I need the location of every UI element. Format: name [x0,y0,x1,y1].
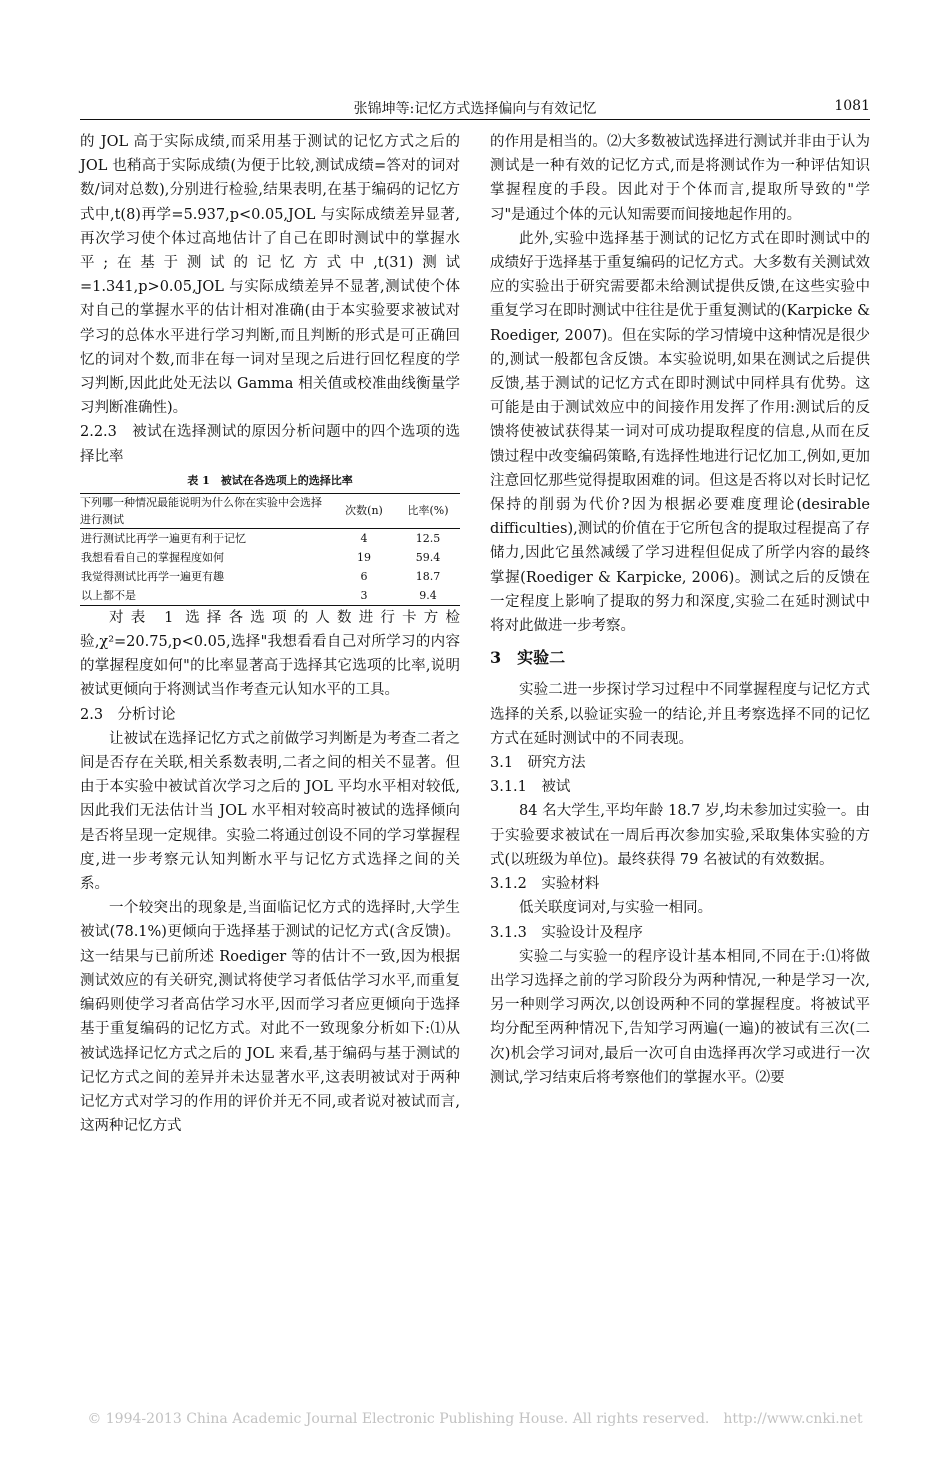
table-header-option: 下列哪一种情况最能说明为什么你在实验中会选择进行测试 [80,493,332,528]
left-column [80,130,460,1138]
table-header-rate: 比率(%) [396,493,460,528]
table-cell: 9.4 [396,586,460,606]
table-row [80,548,460,567]
paragraph: 一个较突出的现象是,当面临记忆方式的选择时,大学生被试(78.1%)更倾向于选择基于测试的记忆方式(含反馈)。这一结果与已前所述 Roediger 等的估计不一致,因为根据测试效应的有关研究,测试将使学习者低估学习水平,而重复编码则使学习者高估学习水平,因而学习者应更倾向于选择基于重复编码的记忆方式。对此不一致现象分析如下:⑴从被试选择记忆方式之后的 JOL 来看,基于编码与基于测试的记忆方式之间的差异并未达显著水平,这表明被试对于两种记忆方式对学习的作用的评价并无不同,或者说对被试而言,这两种记忆方式 [80,900,460,1135]
paragraph: 让被试在选择记忆方式之前做学习判断是为考查二者之间是否存在关联,相关系数表明,二者之间的相关不显著。但由于本实验中被试首次学习之后的 JOL 平均水平相对较低,因此我们无法估计当 JOL 水平相对较高时被试的选择倾向是否将呈现一定规律。实验二将通过创设不同的学习掌握程度,进一步考察元认知判断水平与记忆方式选择之间的关系。 [80,730,460,893]
paragraph: 的作用是相当的。⑵大多数被试选择进行测试并非由于认为测试是一种有效的记忆方式,而是将测试作为一种评估知识掌握程度的手段。因此对于个体而言,提取所导致的"学习"是通过个体的元认知需要而间接地起作用的。 [490,134,870,223]
table-cell: 19 [357,550,371,564]
table-cell: 4 [360,531,368,545]
table-caption: 表 1 被试在各选项上的选择比率 [187,473,353,487]
section-heading-2-2-3: 2.2.3 被试在选择测试的原因分析问题中的四个选项的选择比率 [80,424,460,465]
table-cell: 12.5 [415,531,441,545]
table-cell: 18.7 [415,569,441,583]
table-cell: 3 [332,586,396,606]
paragraph: 低关联度词对,与实验一相同。 [519,900,713,917]
paragraph: 84 名大学生,平均年龄 18.7 岁,均未参加过实验一。由于实验要求被试在一周后再次参加实验,采取集体实验的方式(以班级为单位)。最终获得 79 名被试的有效数据。 [490,803,870,868]
table-header-row [80,493,460,528]
section-heading-2-3: 2.3 分析讨论 [80,706,176,723]
table-row [80,567,460,586]
right-column [490,130,870,1090]
running-title: 张锦坤等:记忆方式选择偏向与有效记忆 [353,101,597,117]
paragraph: 的 JOL 高于实际成绩,而采用基于测试的记忆方式之后的 JOL 也稍高于实际成绩(为便于比较,测试成绩=答对的词对数/词对总数),分别进行检验,结果表明,在基于编码的记忆方式中,t(8)再学=5.937,p<0.05,JOL 与实际成绩差异显著,再次学习使个体过高地估计了自己在即时测试中的掌握水平;在基于测试的记忆方式中,t(31)测试=1.341,p>0.05,JOL 与实际成绩差异不显著,测试使个体对自己的掌握水平的估计相对准确(由于本实验要求被试对学习的总体水平进行学习判断,而且判断的形式是可正确回忆的词对个数,而非在每一词对呈现之后进行回忆程度的学习判断,因此此处无法以 Gamma 相关值或校准曲线衡量学习判断准确性)。 [80,134,460,417]
table-1 [80,493,460,606]
section-heading-3-1: 3.1 研究方法 [490,755,586,772]
table-row [80,586,460,606]
paragraph: 实验二进一步探讨学习过程中不同掌握程度与记忆方式选择的关系,以验证实验一的结论,并且考察选择不同的记忆方式在延时测试中的不同表现。 [490,682,870,747]
table-cell: 以上都不是 [80,586,332,606]
section-heading-3-1-1: 3.1.1 被试 [490,779,571,796]
table-row [80,528,460,548]
paragraph: 对表 1 选择各选项的人数进行卡方检验,χ²=20.75,p<0.05,选择"我想看看自己对所学习的内容的掌握程度如何"的比率显著高于选择其它选项的比率,说明被试更倾向于将测试当作考查元认知水平的工具。 [80,609,460,699]
table-cell: 进行测试比再学一遍更有利于记忆 [81,531,246,545]
table-cell: 我觉得测试比再学一遍更有趣 [81,569,224,583]
section-heading-3-1-2: 3.1.2 实验材料 [490,876,600,893]
page-number: 1081 [834,98,870,114]
running-header [80,98,870,118]
table-cell: 6 [360,569,368,583]
paragraph: 此外,实验中选择基于测试的记忆方式在即时测试中的成绩好于选择基于重复编码的记忆方式。大多数有关测试效应的实验出于研究需要都未给测试提供反馈,在这些实验中重复学习在即时测试中往往是优于重复测试的(Karpicke & Roediger, 2007)。但在实际的学习情境中这种情况是很少的,测试一般都包含反馈。本实验说明,如果在测试之后提供反馈,基于测试的记忆方式在即时测试中同样具有优势。这可能是由于测试效应中的间接作用发挥了作用:测试后的反馈将使被试获得某一词对可成功提取程度的信息,从而在反馈过程中改变编码策略,有选择性地进行记忆加工,例如,更加注意回忆那些觉得提取困难的词。但这是否将以对长时记忆保持的削弱为代价?因为根据必要难度理论(desirable difficulties),测试的价值在于它所包含的提取过程提高了存储力,因此它虽然减缓了学习进程但促成了所学内容的最终掌握(Roediger & Karpicke, 2006)。测试之后的反馈在一定程度上影响了提取的努力和深度,实验二在延时测试中将对此做进一步考察。 [490,230,870,635]
copyright-footer: © 1994-2013 China Academic Journal Electronic Publishing House. All rights reserved. http://www.cnki.net [87,1411,863,1427]
section-heading-3-1-3: 3.1.3 实验设计及程序 [490,924,643,941]
section-heading-3: 3 实验二 [490,648,566,668]
paragraph: 实验二与实验一的程序设计基本相同,不同在于:⑴将做出学习选择之前的学习阶段分为两种情况,一种是学习一次,另一种则学习两次,以创设两种不同的掌握程度。将被试平均分配至两种情况下,告知学习两遍(一遍)的被试有三次(二次)机会学习词对,最后一次可自由选择再次学习或进行一次测试,学习结束后将考察他们的掌握水平。⑵要 [490,948,870,1086]
table-header-count: 次数(n) [332,493,396,528]
table-cell: 59.4 [415,550,441,564]
header-rule [80,119,870,120]
table-cell: 我想看看自己的掌握程度如何 [81,550,224,564]
